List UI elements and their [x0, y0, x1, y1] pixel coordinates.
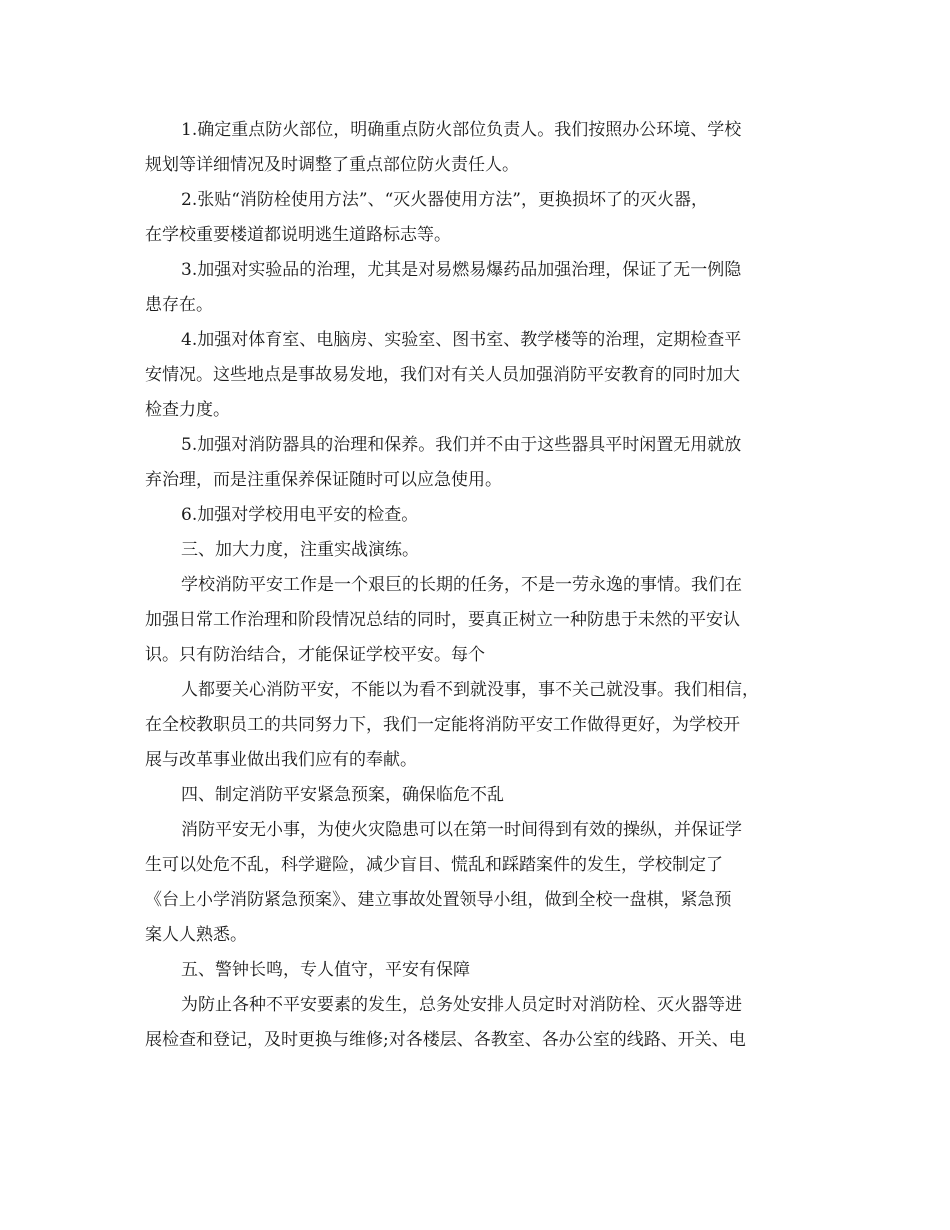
text-line: 6.加强对学校用电平安的检查。 [181, 505, 419, 525]
text-line: 2.张贴“消防栓使用方法”、“灭火器使用方法”，更换损坏了的灭火器， [181, 190, 708, 210]
text-line: 展检查和登记，及时更换与维修;对各楼层、各教室、各办公室的线路、开关、电 [145, 1030, 746, 1050]
text-line: 为防止各种不平安要素的发生，总务处安排人员定时对消防栓、灭火器等进 [181, 995, 742, 1015]
text-line: 人都要关心消防平安，不能以为看不到就没事，事不关己就没事。我们相信， [181, 680, 759, 700]
text-line: 生可以处危不乱，科学避险，减少盲目、慌乱和踩踏案件的发生，学校制定了 [145, 855, 723, 875]
text-line: 展与改革事业做出我们应有的奉献。 [145, 750, 417, 770]
text-line: 4.加强对体育室、电脑房、实验室、图书室、教学楼等的治理，定期检查平 [181, 330, 742, 350]
text-line: 学校消防平安工作是一个艰巨的长期的任务，不是一劳永逸的事情。我们在 [181, 575, 742, 595]
text-line: 识。只有防治结合，才能保证学校平安。每个 [145, 645, 485, 665]
text-line: 弃治理，而是注重保养保证随时可以应急使用。 [145, 470, 502, 490]
text-line: 5.加强对消防器具的治理和保养。我们并不由于这些器具平时闲置无用就放 [181, 435, 742, 455]
text-line: 规划等详细情况及时调整了重点部位防火责任人。 [145, 155, 519, 175]
text-line: 《台上小学消防紧急预案》、建立事故处置领导小组，做到全校一盘棋，紧急预 [145, 890, 732, 910]
text-line: 1.确定重点防火部位，明确重点防火部位负责人。我们按照办公环境、学校 [181, 120, 742, 140]
text-line: 案人人熟悉。 [145, 925, 247, 945]
text-line: 四、制定消防平安紧急预案，确保临危不乱 [181, 785, 504, 805]
text-line: 检查力度。 [145, 400, 230, 420]
text-line: 加强日常工作治理和阶段情况总结的同时，要真正树立一种防患于未然的平安认 [145, 610, 740, 630]
text-line: 3.加强对实验品的治理，尤其是对易燃易爆药品加强治理，保证了无一例隐 [181, 260, 742, 280]
text-line: 在全校教职员工的共同努力下，我们一定能将消防平安工作做得更好，为学校开 [145, 715, 740, 735]
text-line: 安情况。这些地点是事故易发地，我们对有关人员加强消防平安教育的同时加大 [145, 365, 740, 385]
text-line: 消防平安无小事，为使火灾隐患可以在第一时间得到有效的操纵，并保证学 [181, 820, 742, 840]
text-line: 三、加大力度，注重实战演练。 [181, 540, 419, 560]
text-line: 患存在。 [145, 295, 213, 315]
text-line: 在学校重要楼道都说明逃生道路标志等。 [145, 225, 451, 245]
text-line: 五、警钟长鸣，专人值守，平安有保障 [181, 960, 470, 980]
document-body [145, 113, 810, 1058]
